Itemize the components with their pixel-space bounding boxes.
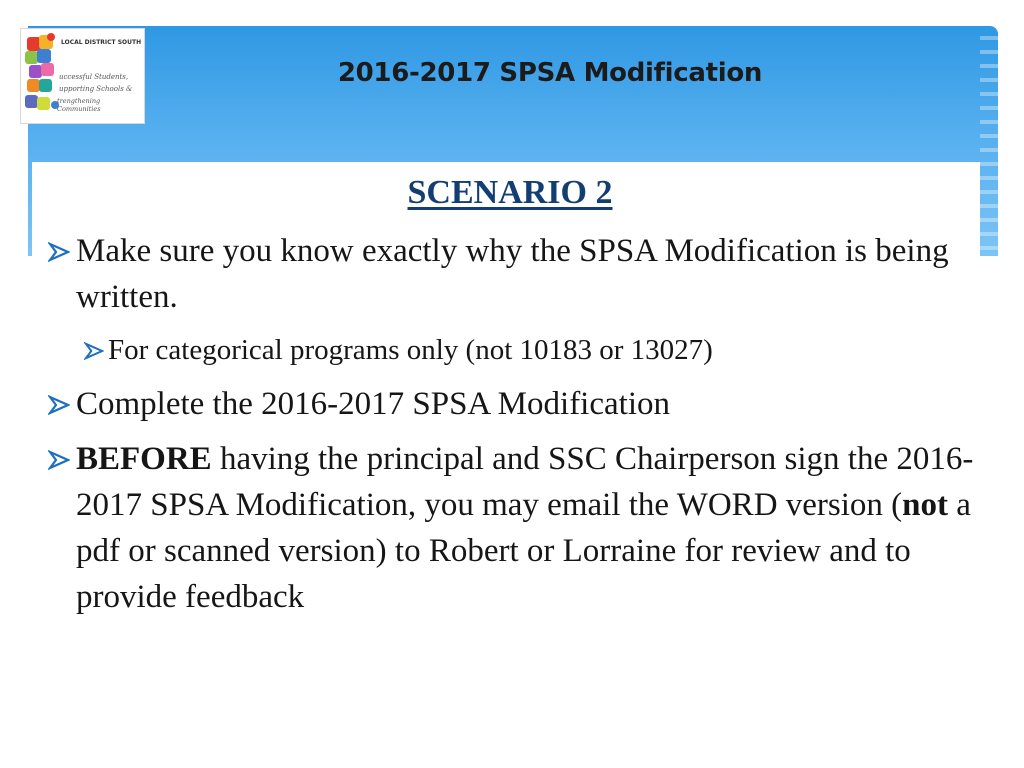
bullet-item-1 [48, 228, 978, 320]
logo-heading: LOCAL DISTRICT SOUTH [61, 39, 142, 46]
bullet-3-bold-lead: BEFORE [76, 441, 212, 477]
arrowhead-bullet-icon [48, 242, 70, 262]
bullet-text-2: Complete the 2016-2017 SPSA Modification [76, 386, 670, 422]
header-fringe [980, 26, 998, 256]
logo-line-1: uccessful Students, [59, 73, 129, 81]
logo-line-2: upporting Schools & [59, 85, 133, 93]
district-logo [20, 28, 145, 124]
slide-title: 2016-2017 SPSA Modification [337, 58, 763, 88]
bullet-item-3 [48, 436, 978, 620]
arrowhead-bullet-icon [84, 342, 104, 360]
bullet-3-part-1: having the principal and SSC Chairperson sign the 2016-2017 SPSA Modification, you may email the WORD version ( [76, 441, 974, 523]
scenario-heading: SCENARIO 2 [407, 174, 613, 211]
bullet-text-3 [76, 436, 978, 620]
sub-bullet-text-1: For categorical programs only (not 10183 or 13027) [108, 334, 713, 366]
bullet-3-part-2: a pdf or scanned version) to Robert or Lorraine for review and to provide feedback [76, 487, 971, 615]
sub-bullet-item-1 [84, 330, 964, 370]
bullet-item-2 [48, 381, 978, 427]
bullet-text-1: Make sure you know exactly why the SPSA Modification is being written. [76, 233, 949, 315]
arrowhead-bullet-icon [48, 450, 70, 470]
bullet-3-bold-mid: not [902, 487, 949, 523]
logo-line-3: trengthening Communities [57, 97, 101, 113]
arrowhead-bullet-icon [48, 395, 70, 415]
